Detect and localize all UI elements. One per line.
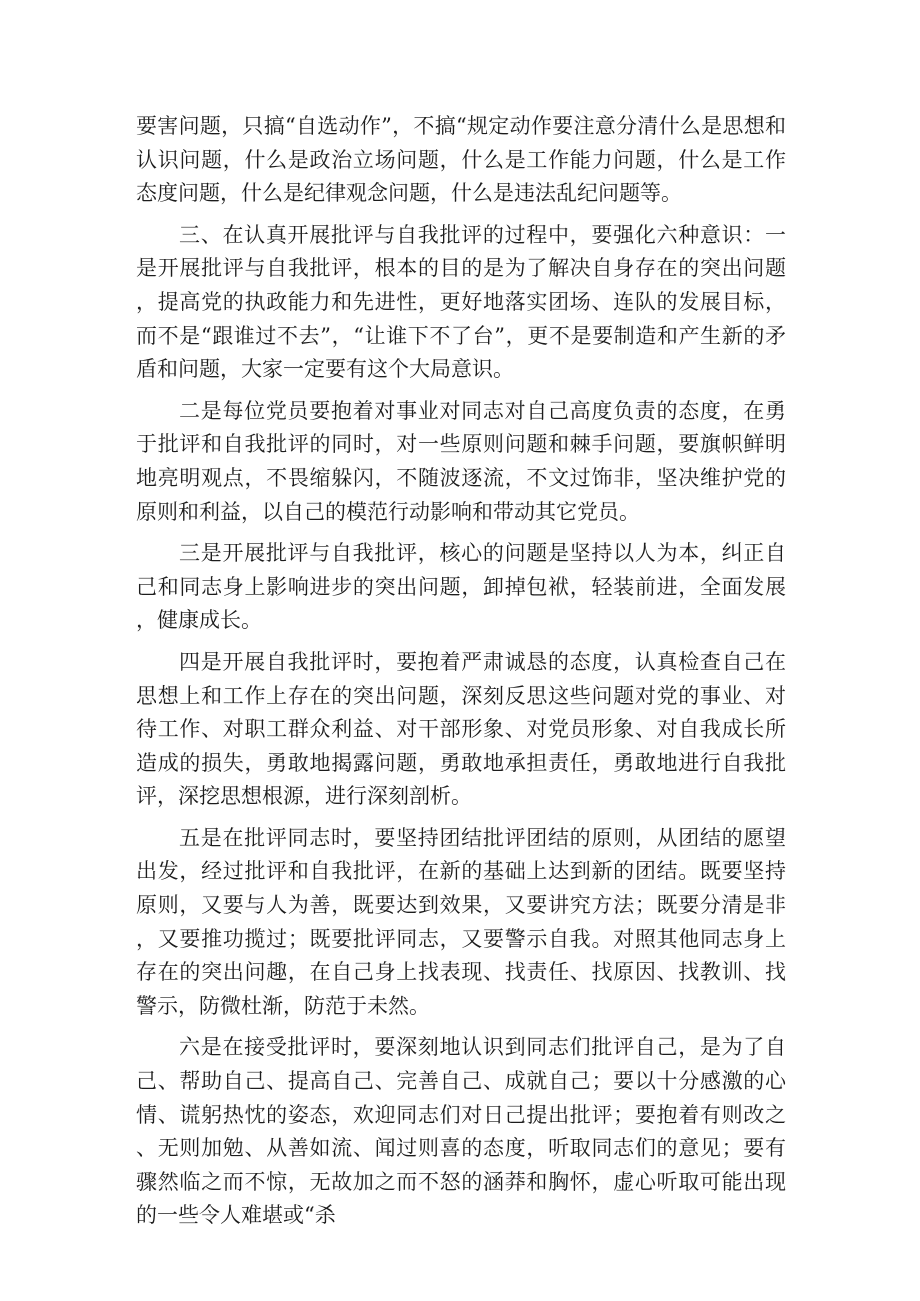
paragraph-point-four: 四是开展自我批评时，要抱着严肃诚恳的态度，认真检查自己在思想上和工作上存在的突出问题，深刻反思这些问题对党的事业、对待工作、对职工群众利益、对干部形象、对党员形象、对自我成长所造成的损失，勇敢地揭露问题，勇敢地承担责任，勇敢地进行自我批评，深挖思想根源，进行深刻剖析。 — [136, 649, 786, 809]
paragraph-point-two: 二是每位党员要抱着对事业对同志对自己高度负责的态度，在勇于批评和自我批评的同时，对一些原则问题和棘手问题，要旗帜鲜明地亮明观点，不畏缩躲闪，不随波逐流，不文过饰非，坚决维护党的原则和利益，以自己的模范行动影响和带动其它党员。 — [136, 398, 786, 524]
paragraph-point-six: 六是在接受批评时，要深刻地认识到同志们批评自己，是为了自己、帮助自己、提高自己、完善自己、成就自己；要以十分感激的心情、谎躬热忱的姿态，欢迎同志们对日己提出批评；要抱着有则改之、无则加勉、从善如流、闻过则喜的态度，听取同志们的意见；要有骤然临之而不惊，无故加之而不怒的涵莽和胸怀，虚心听取可能出现的一些令人难堪或“杀 — [136, 1035, 786, 1228]
paragraph-continuation: 要害问题，只搞“自选动作”，不搞“规定动作要注意分清什么是思想和认识问题，什么是政治立场问题，什么是工作能力问题，什么是工作态度问题，什么是纪律观念问题，什么是违法乱纪问题等。 — [136, 114, 786, 206]
paragraph-point-three: 三是开展批评与自我批评，核心的问题是坚持以人为本，纠正自己和同志身上影响进步的突出问题，卸掉包袱，轻装前进，全面发展，健康成长。 — [136, 541, 786, 633]
document-body — [136, 110, 786, 1241]
paragraph-point-five: 五是在批评同志时，要坚持团结批评团结的原则，从团结的愿望出发，经过批评和自我批评，在新的基础上达到新的团结。既要坚持原则，又要与人为善，既要达到效果，又要讲究方法；既要分清是非，又要推功揽过；既要批评同志，又要警示自我。对照其他同志身上存在的突出问趣，在自己身上找表现、找责任、找原因、找教训、找警示，防微杜渐，防范于未然。 — [136, 825, 786, 1018]
paragraph-section-three: 三、在认真开展批评与自我批评的过程中，要强化六种意识：一是开展批评与自我批评，根本的目的是为了解决自身存在的突出问题，提高党的执政能力和先进性，更好地落实团场、连队的发展目标，而不是“跟谁过不去”，“让谁下不了台”，更不是要制造和产生新的矛盾和问题，大家一定要有这个大局意识。 — [136, 222, 786, 382]
